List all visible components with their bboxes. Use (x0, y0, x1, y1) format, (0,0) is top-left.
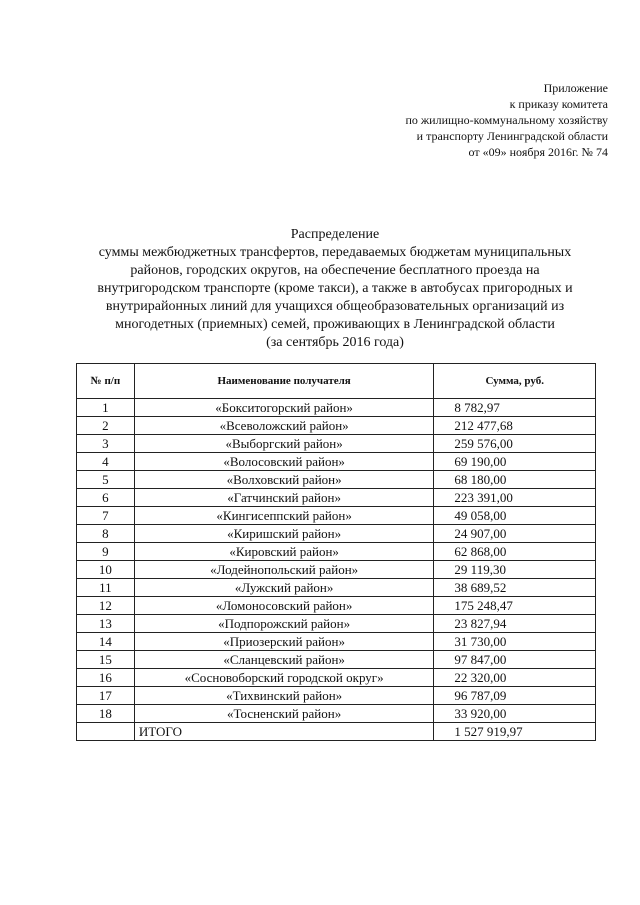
header-sum: Сумма, руб. (434, 364, 596, 399)
appendix-line: и транспорту Ленинградской области (416, 129, 608, 143)
row-number: 6 (77, 489, 135, 507)
table-row (77, 543, 596, 561)
row-sum: 24 907,00 (434, 525, 596, 543)
row-number: 2 (77, 417, 135, 435)
row-number: 18 (77, 705, 135, 723)
row-number: 8 (77, 525, 135, 543)
heading-line: районов, городских округов, на обеспечение бесплатного проезда на (130, 263, 540, 278)
row-number: 11 (77, 579, 135, 597)
row-recipient: «Приозерский район» (134, 633, 434, 651)
row-sum: 68 180,00 (434, 471, 596, 489)
row-number: 17 (77, 687, 135, 705)
row-recipient: «Кировский район» (134, 543, 434, 561)
row-recipient: «Подпорожский район» (134, 615, 434, 633)
row-number: 14 (77, 633, 135, 651)
total-label: ИТОГО (134, 723, 434, 741)
row-recipient: «Гатчинский район» (134, 489, 434, 507)
row-recipient: «Бокситогорский район» (134, 399, 434, 417)
row-number: 10 (77, 561, 135, 579)
row-recipient: «Лужский район» (134, 579, 434, 597)
row-recipient: «Лодейнопольский район» (134, 561, 434, 579)
row-sum: 96 787,09 (434, 687, 596, 705)
table-row (77, 399, 596, 417)
row-recipient: «Всеволожский район» (134, 417, 434, 435)
heading-line: внутригородском транспорте (кроме такси), а также в автобусах пригородных и (97, 281, 573, 296)
appendix-line: Приложение (543, 81, 608, 95)
row-number: 9 (77, 543, 135, 561)
row-recipient: «Волховский район» (134, 471, 434, 489)
row-number: 15 (77, 651, 135, 669)
row-sum: 38 689,52 (434, 579, 596, 597)
row-sum: 62 868,00 (434, 543, 596, 561)
total-sum: 1 527 919,97 (434, 723, 596, 741)
table-row (77, 579, 596, 597)
row-recipient: «Ломоносовский район» (134, 597, 434, 615)
table-row (77, 507, 596, 525)
row-sum: 49 058,00 (434, 507, 596, 525)
heading-line: многодетных (приемных) семей, проживающих в Ленинградской области (115, 317, 555, 332)
table-row (77, 435, 596, 453)
row-recipient: «Волосовский район» (134, 453, 434, 471)
row-number: 1 (77, 399, 135, 417)
row-sum: 212 477,68 (434, 417, 596, 435)
table-row (77, 615, 596, 633)
distribution-table (76, 363, 596, 741)
row-sum: 69 190,00 (434, 453, 596, 471)
row-number: 3 (77, 435, 135, 453)
table-row (77, 669, 596, 687)
row-number: 5 (77, 471, 135, 489)
row-sum: 22 320,00 (434, 669, 596, 687)
row-number: 12 (77, 597, 135, 615)
heading-line: суммы межбюджетных трансфертов, передаваемых бюджетам муниципальных (98, 245, 572, 260)
row-number: 4 (77, 453, 135, 471)
row-recipient: «Тихвинский район» (134, 687, 434, 705)
row-recipient: «Сланцевский район» (134, 651, 434, 669)
table-row (77, 651, 596, 669)
row-sum: 259 576,00 (434, 435, 596, 453)
heading-line: внутрирайонных линий для учащихся общеобразовательных организаций из (105, 299, 565, 314)
appendix-line: к приказу комитета (509, 97, 608, 111)
table-row (77, 489, 596, 507)
row-recipient: «Сосновоборский городской округ» (134, 669, 434, 687)
table-header-row (77, 364, 596, 399)
row-sum: 223 391,00 (434, 489, 596, 507)
row-sum: 97 847,00 (434, 651, 596, 669)
row-sum: 175 248,47 (434, 597, 596, 615)
appendix-line: по жилищно-коммунальному хозяйству (405, 113, 608, 127)
row-sum: 33 920,00 (434, 705, 596, 723)
row-recipient: «Выборгский район» (134, 435, 434, 453)
row-sum: 8 782,97 (434, 399, 596, 417)
table-row (77, 561, 596, 579)
row-recipient: «Тосненский район» (134, 705, 434, 723)
row-recipient: «Киришский район» (134, 525, 434, 543)
heading-line: (за сентябрь 2016 года) (266, 335, 404, 350)
heading-line: Распределение (290, 227, 380, 242)
row-sum: 31 730,00 (434, 633, 596, 651)
header-number: № п/п (77, 364, 135, 399)
row-number: 13 (77, 615, 135, 633)
document-heading (60, 226, 610, 352)
table-row (77, 633, 596, 651)
table-row (77, 471, 596, 489)
appendix-block (405, 80, 608, 160)
row-recipient: «Кингисеппский район» (134, 507, 434, 525)
table-row (77, 525, 596, 543)
appendix-line: от «09» ноября 2016г. № 74 (468, 145, 608, 159)
table-row (77, 705, 596, 723)
row-number: 16 (77, 669, 135, 687)
row-sum: 23 827,94 (434, 615, 596, 633)
header-recipient: Наименование получателя (134, 364, 434, 399)
table-row (77, 453, 596, 471)
row-number: 7 (77, 507, 135, 525)
total-empty-cell (77, 723, 135, 741)
row-sum: 29 119,30 (434, 561, 596, 579)
table-row (77, 687, 596, 705)
total-row (77, 723, 596, 741)
table-row (77, 597, 596, 615)
table-row (77, 417, 596, 435)
